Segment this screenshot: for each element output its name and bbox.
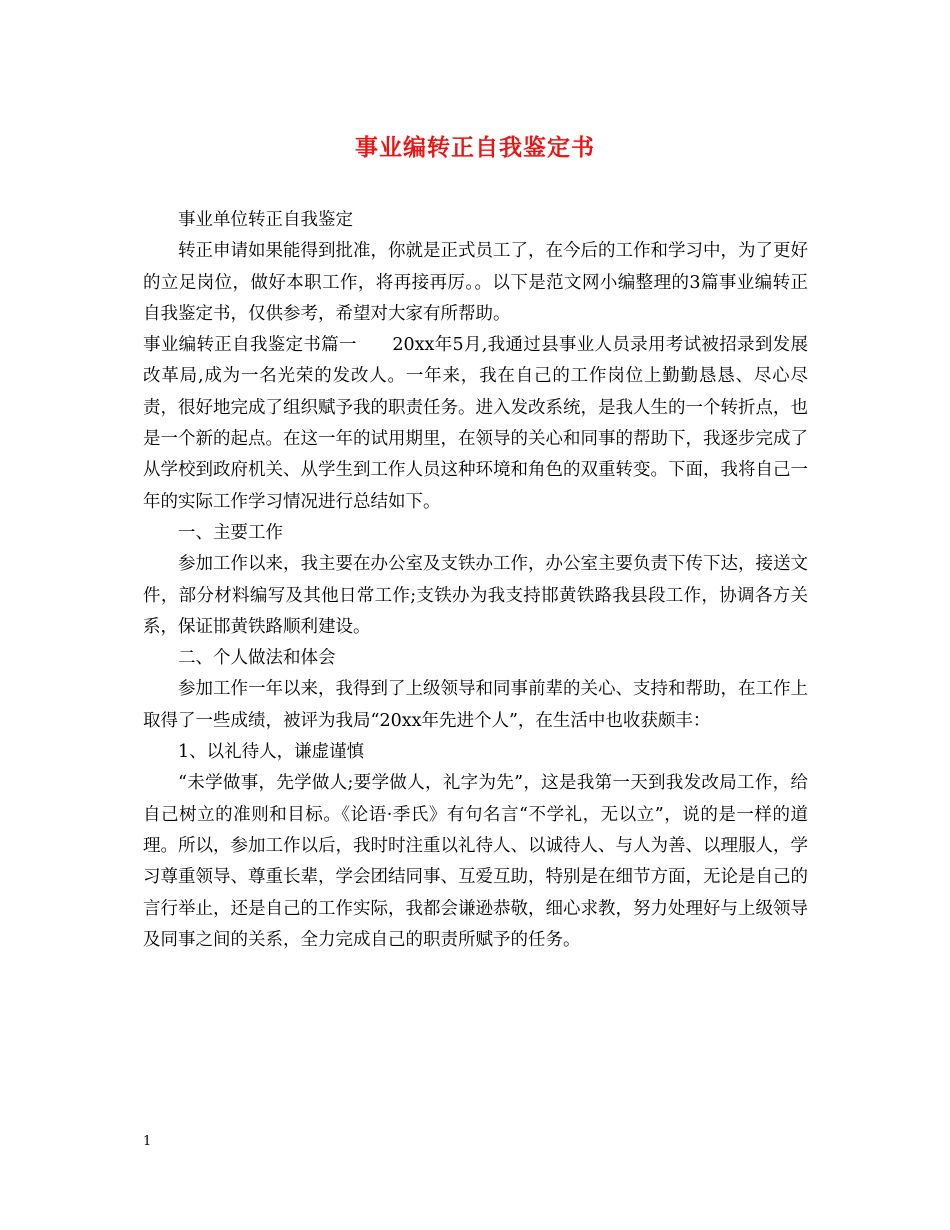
body-paragraph: “未学做事，先学做人;要学做人，礼字为先”，这是我第一天到我发改局工作，给自己树立的准则和目标。《论语·季氏》有句名言“不学礼，无以立”，说的是一样的道理。所以，参加工作以后，我时时注重以礼待人、以诚待人、与人为善、以理服人，学习尊重领导、尊重长辈，学会团结同事、互爱互助，特别是在细节方面，无论是自己的言行举止，还是自己的工作实际，我都会谦逊恭敬，细心求教，努力处理好与上级领导及同事之间的关系，全力完成自己的职责所赋予的任务。 [143,773,808,950]
page-number: 1 [143,1134,152,1149]
document-body [143,205,808,956]
body-paragraph: 参加工作以来，我主要在办公室及支铁办工作，办公室主要负责下传下达，接送文件，部分材料编写及其他日常工作;支铁办为我支持邯黄铁路我县段工作，协调各方关系，保证邯黄铁路顺利建设。 [143,554,808,637]
body-paragraph: 参加工作一年以来，我得到了上级领导和同事前辈的关心、支持和帮助，在工作上取得了一些成绩，被评为我局“20xx年先进个人”，在生活中也收获颇丰： [143,679,808,731]
document-title: 事业编转正自我鉴定书 [355,134,595,161]
section-heading: 事业单位转正自我鉴定 [178,210,353,230]
section-heading: 一、主要工作 [178,522,283,543]
body-paragraph: 事业编转正自我鉴定书篇一 20xx年5月,我通过县事业人员录用考试被招录到发展改革局,成为一名光荣的发改人。一年来，我在自己的工作岗位上勤勤恳恳、尽心尽责，很好地完成了组织赋予我的职责任务。进入发改系统，是我人生的一个转折点，也是一个新的起点。在这一年的试用期里，在领导的关心和同事的帮助下，我逐步完成了从学校到政府机关、从学生到工作人员这种环境和角色的双重转变。下面，我将自己一年的实际工作学习情况进行总结如下。 [143,335,808,512]
section-heading: 二、个人做法和体会 [178,648,336,669]
body-paragraph: 转正申请如果能得到批准，你就是正式员工了，在今后的工作和学习中，为了更好的立足岗位，做好本职工作，将再接再厉。。以下是范文网小编整理的3篇事业编转正自我鉴定书，仅供参考，希望对大家有所帮助。 [143,241,808,324]
subsection-heading: 1、以礼待人，谦虚谨慎 [178,742,365,763]
